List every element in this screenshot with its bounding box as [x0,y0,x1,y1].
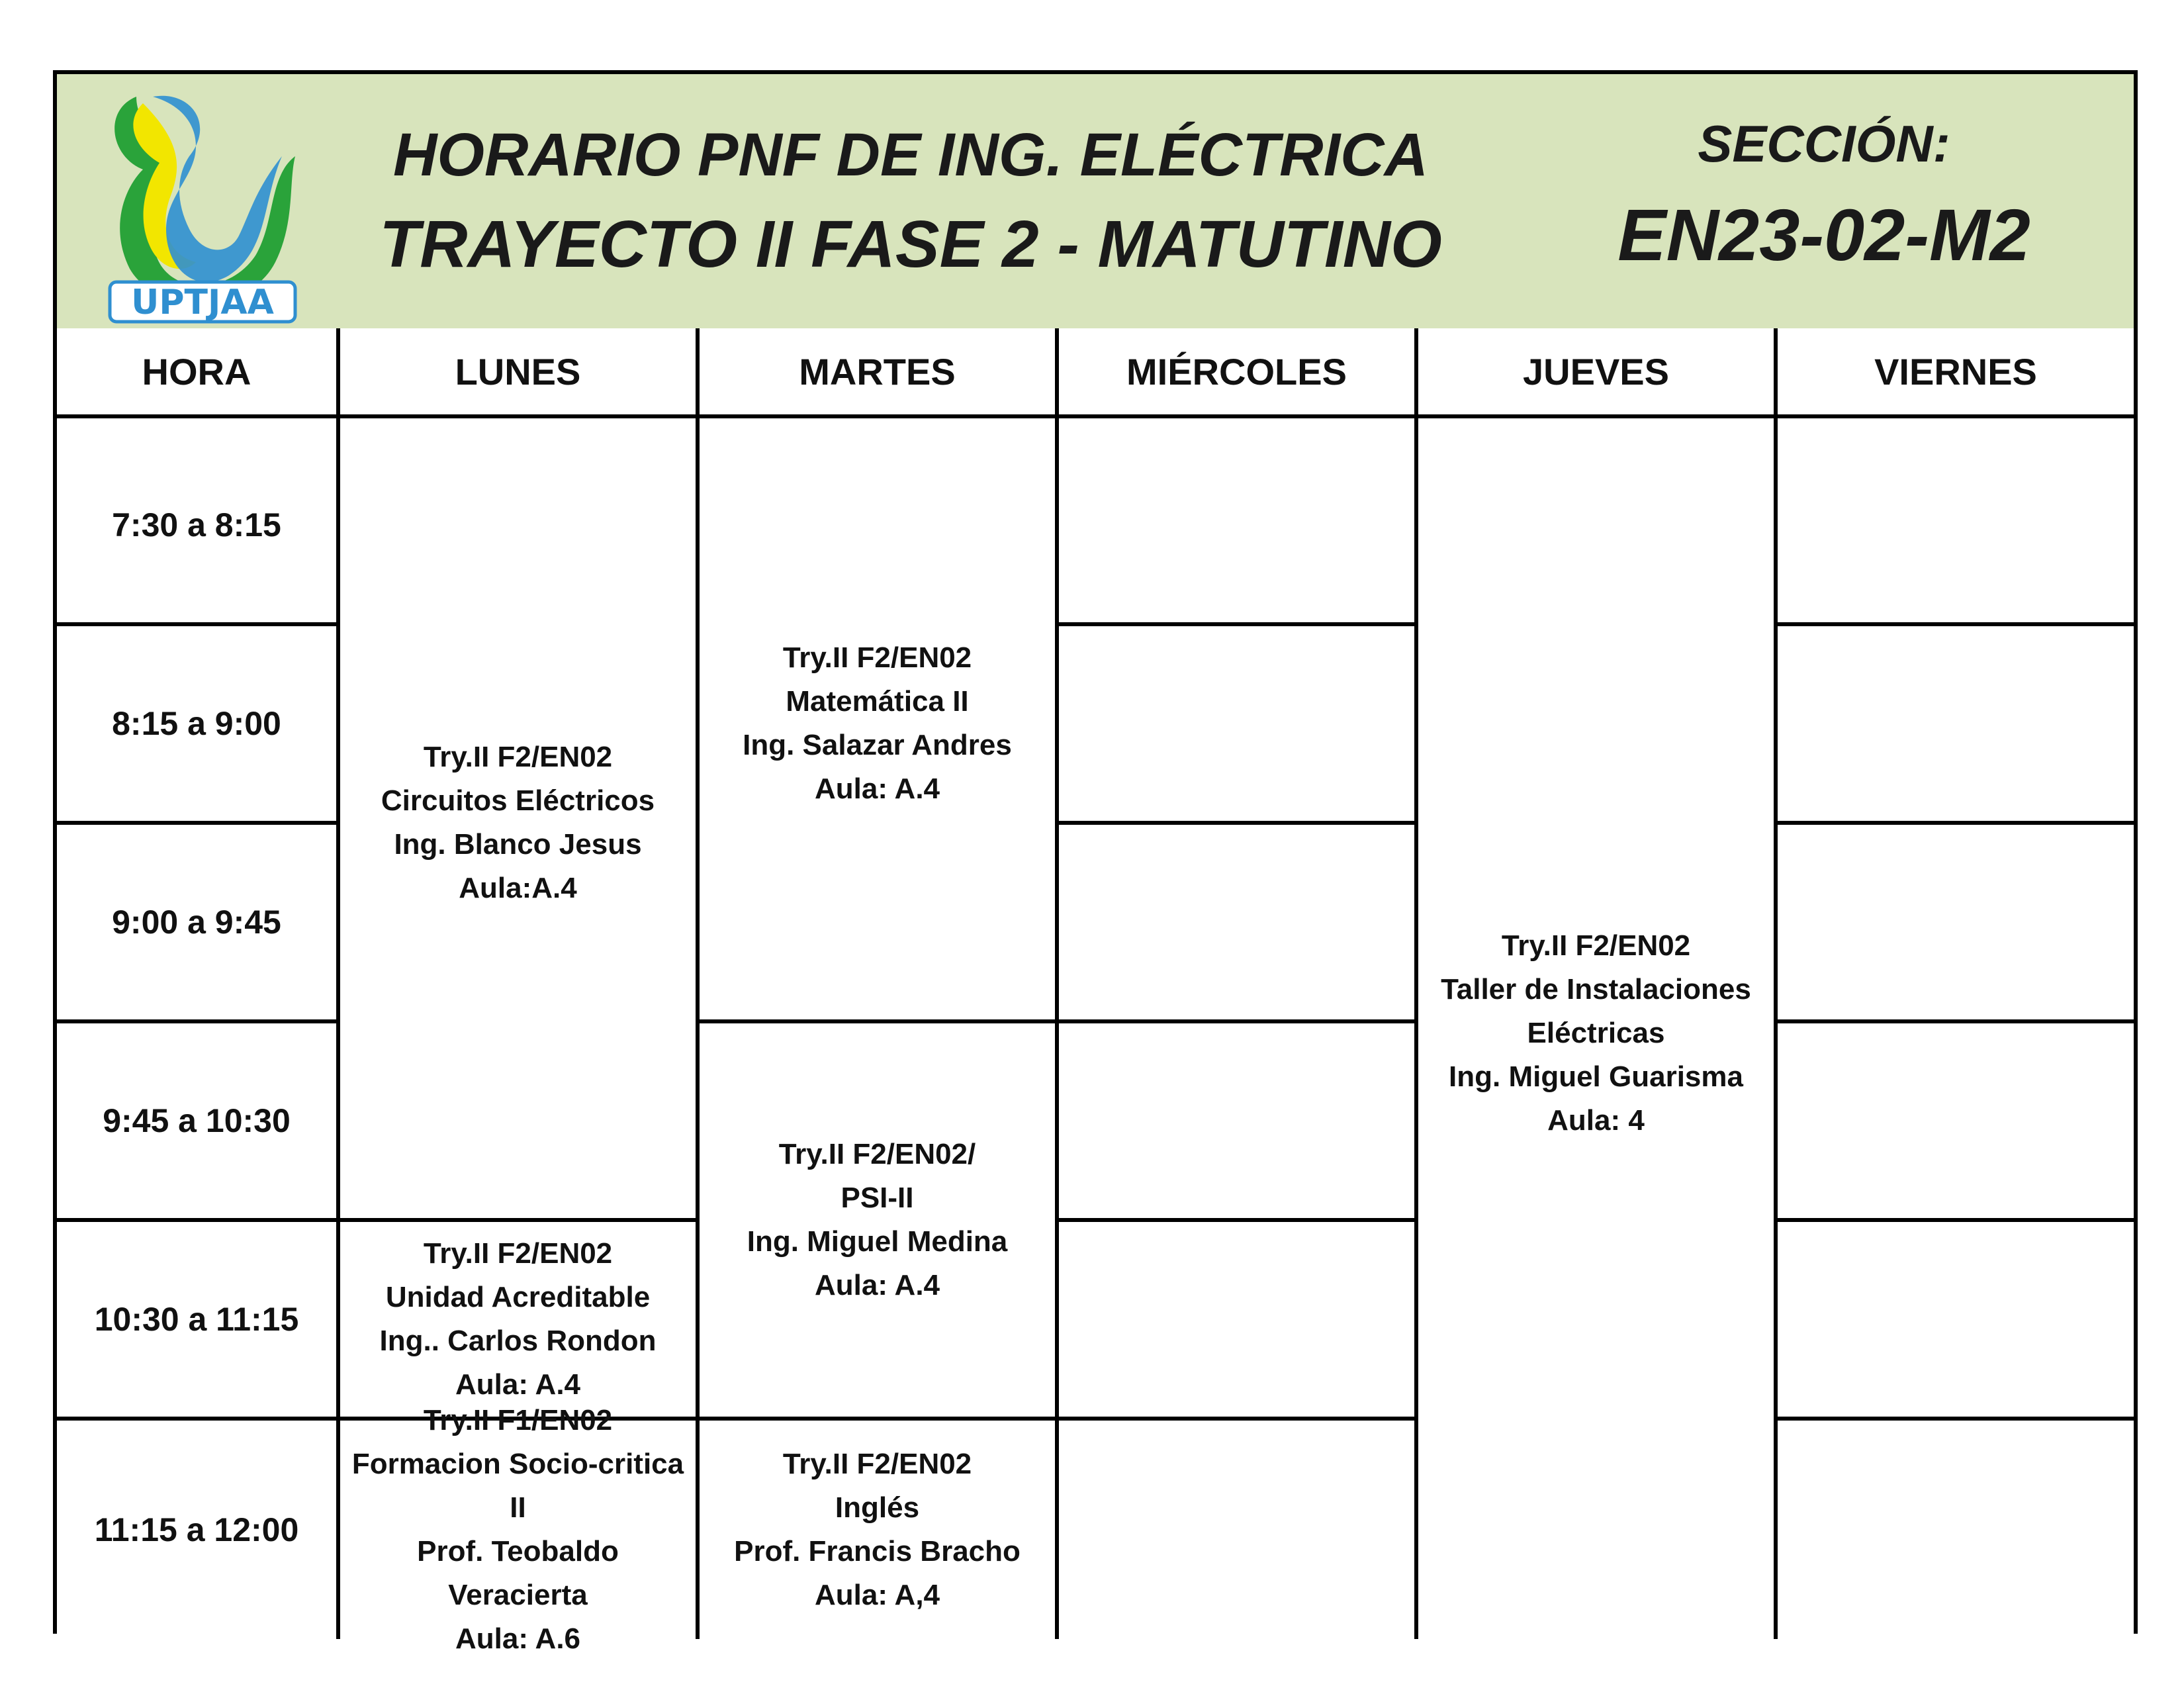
hour-slot: 8:15 a 9:00 [57,626,340,825]
hour-slot: 11:15 a 12:00 [57,1421,340,1639]
empty-slot [1778,1222,2134,1421]
class-code: Try.II F2/EN02 [423,741,613,773]
spacer [700,418,1059,428]
class-block-matematica [700,428,1059,1023]
class-block-psi [700,1023,1059,1421]
column-header-jueves: JUEVES [1418,328,1778,418]
schedule-header [57,74,2134,332]
class-teacher: Ing. Blanco Jesus [394,828,642,861]
class-code: Try.II F2/EN02/ [778,1138,976,1170]
class-teacher: Prof. Teobaldo [417,1535,619,1568]
section-code: EN23-02-M2 [1617,195,2030,276]
section-label: SECCIÓN: [1698,115,1950,173]
class-room: Aula: A,4 [814,1579,940,1611]
empty-slot [1059,825,1418,1023]
empty-slot [1059,428,1418,626]
class-block-circuitos-electricos [340,428,700,1222]
title-trajectory: TRAYECTO II FASE 2 - MATUTINO [379,207,1442,281]
hour-slot: 9:00 a 9:45 [57,825,340,1023]
class-block-formacion-socio-critica [340,1404,700,1655]
hour-slot: 9:45 a 10:30 [57,1023,340,1222]
class-room: Aula: A.6 [455,1622,581,1655]
class-subject-cont: Eléctricas [1527,1017,1665,1049]
column-header-lunes: LUNES [340,328,700,418]
class-room: Aula: A.4 [455,1368,581,1401]
title-program: HORARIO PNF DE ING. ELÉCTRICA [392,121,1429,189]
class-subject: Matemática II [786,685,969,718]
column-header-hora: HORA [57,328,340,418]
empty-slot [1778,428,2134,626]
spacer [1059,418,1418,428]
class-subject: Formacion Socio-critica II [351,1448,684,1524]
spacer [1418,418,1778,428]
class-teacher: Ing. Miguel Medina [747,1225,1008,1258]
column-header-martes: MARTES [700,328,1059,418]
spacer [57,418,340,428]
class-code: Try.II F2/EN02 [782,1448,972,1480]
class-teacher: Ing.. Carlos Rondon [379,1325,657,1357]
class-code: Try.II F2/EN02 [782,641,972,674]
class-teacher: Prof. Francis Bracho [734,1535,1021,1568]
empty-slot [1778,825,2134,1023]
spacer [340,418,700,428]
uptjaa-logo [97,83,308,328]
class-code: Try.II F2/EN02 [1501,929,1691,962]
class-subject: PSI-II [841,1182,914,1214]
class-room: Aula:A.4 [459,872,577,904]
schedule-sheet [53,70,2138,1655]
column-header-miercoles: MIÉRCOLES [1059,328,1418,418]
empty-slot [1778,1421,2134,1639]
class-subject: Inglés [835,1491,920,1524]
class-block-ingles [700,1421,1059,1639]
class-subject: Circuitos Eléctricos [381,784,655,817]
class-teacher: Ing. Salazar Andres [743,729,1012,761]
class-room: Aula: A.4 [814,773,940,805]
class-block-unidad-acreditable [340,1222,700,1421]
class-block-taller-instalaciones [1418,428,1778,1639]
class-subject: Taller de Instalaciones [1441,973,1751,1006]
empty-slot [1059,626,1418,825]
empty-slot [1059,1222,1418,1421]
empty-slot [1059,1023,1418,1222]
class-teacher-surname: Veracierta [448,1579,588,1611]
logo-text: UPTJAA [131,283,274,322]
schedule-grid [57,328,2134,1655]
empty-slot [1778,1023,2134,1222]
class-code: Try.II F1/EN02 [423,1404,613,1436]
class-teacher: Ing. Miguel Guarisma [1449,1060,1743,1093]
column-header-viernes: VIERNES [1778,328,2134,418]
hour-slot: 7:30 a 8:15 [57,428,340,626]
class-room: Aula: 4 [1547,1104,1645,1137]
hour-slot: 10:30 a 11:15 [57,1222,340,1421]
class-room: Aula: A.4 [814,1269,940,1301]
spacer [1778,418,2134,428]
empty-slot [1778,626,2134,825]
class-code: Try.II F2/EN02 [423,1237,613,1270]
empty-slot [1059,1421,1418,1639]
class-subject: Unidad Acreditable [385,1281,651,1313]
